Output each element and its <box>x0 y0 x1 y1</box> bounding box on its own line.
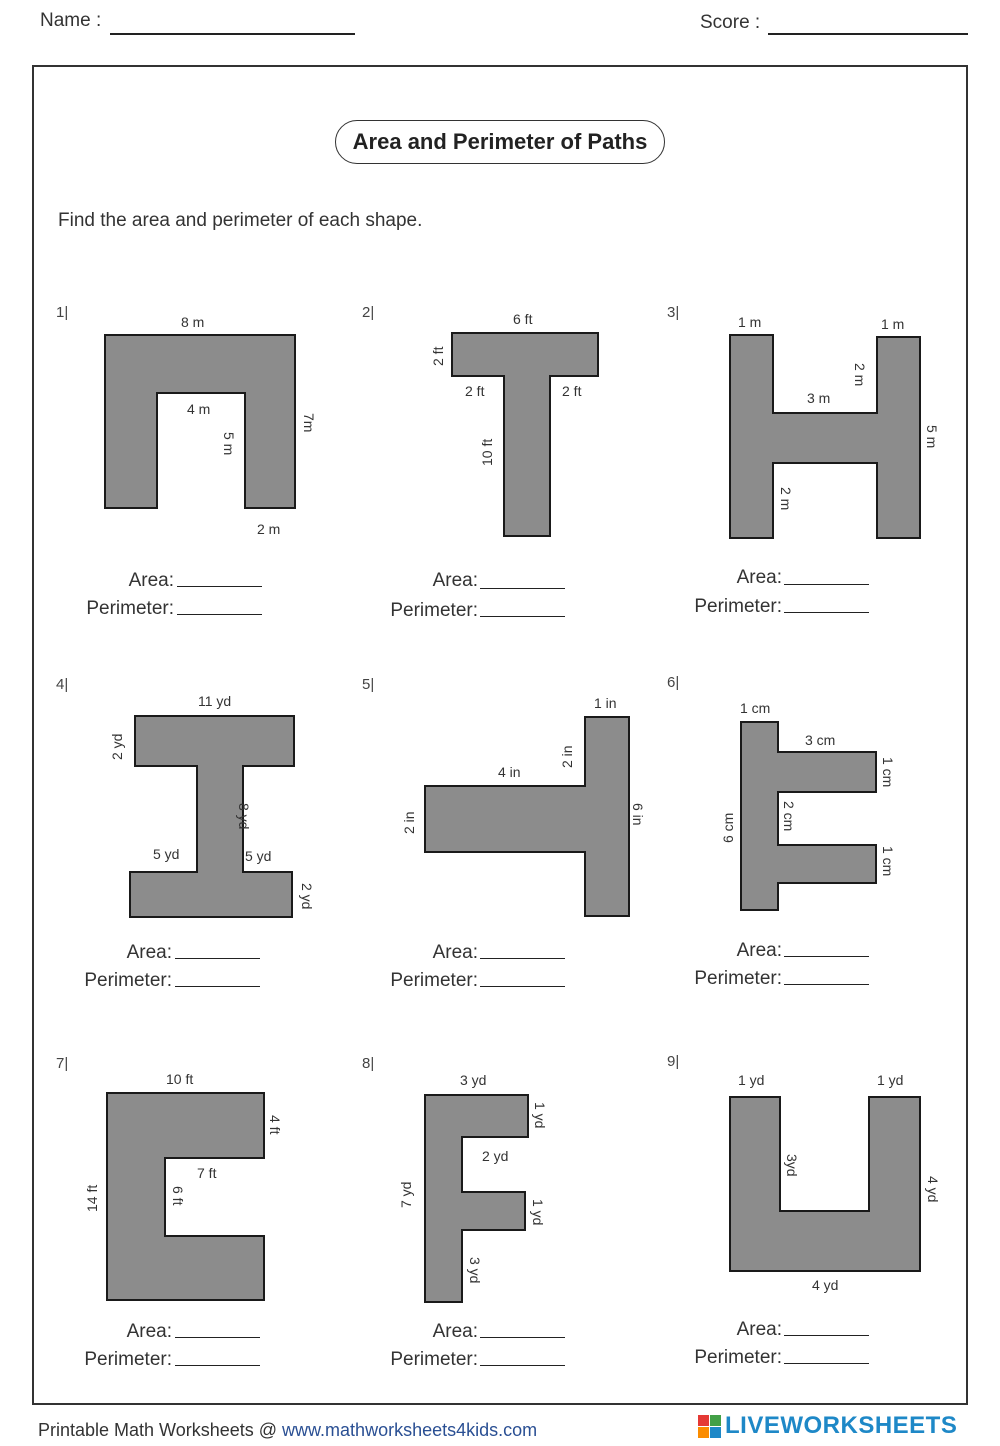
problem-number: 1| <box>56 304 69 321</box>
footer-credit <box>38 1420 537 1441</box>
p3-dim: 3 m <box>807 390 831 406</box>
p4-dim: 11 yd <box>198 693 232 709</box>
area-answer-field[interactable] <box>177 586 262 587</box>
area-label: Area: <box>736 940 782 961</box>
p6-dim: 1 cm <box>880 846 896 877</box>
perimeter-label: Perimeter: <box>390 970 478 991</box>
p9-dim: 1 yd <box>877 1072 904 1088</box>
shape-4 <box>130 716 294 917</box>
area-label: Area: <box>128 570 174 591</box>
area-label: Area: <box>432 570 478 591</box>
p6-dim: 2 cm <box>781 801 797 832</box>
p2-dim: 2 ft <box>430 346 446 366</box>
p1-dim: 4 m <box>187 401 211 417</box>
p4-dim: 5 yd <box>245 848 272 864</box>
perimeter-label: Perimeter: <box>84 1349 172 1370</box>
liveworksheets-logo-icon <box>698 1415 721 1438</box>
p9-dim: 4 yd <box>812 1277 839 1293</box>
p4-dim: 8 yd <box>236 803 252 830</box>
perimeter-answer-field[interactable] <box>480 616 565 617</box>
area-label: Area: <box>432 942 478 963</box>
brand-name: LIVEWORKSHEETS <box>725 1412 958 1439</box>
p8-dim: 1 yd <box>532 1102 548 1129</box>
p7-dim: 10 ft <box>166 1071 194 1087</box>
p5-dim: 2 in <box>401 811 417 834</box>
p5-dim: 2 in <box>559 745 575 768</box>
p3-dim: 1 m <box>881 316 905 332</box>
p3-dim: 2 m <box>778 487 794 511</box>
score-label: Score : <box>700 12 761 33</box>
p8-dim: 1 yd <box>530 1199 546 1226</box>
perimeter-label: Perimeter: <box>390 600 478 621</box>
liveworksheets-brand[interactable] <box>698 1412 957 1440</box>
p4-dim: 2 yd <box>299 883 315 910</box>
footer-prefix: Printable Math Worksheets @ <box>38 1420 283 1440</box>
problem-number: 9| <box>667 1053 680 1070</box>
perimeter-answer-field[interactable] <box>175 1365 260 1366</box>
perimeter-answer-field[interactable] <box>480 986 565 987</box>
perimeter-answer-field[interactable] <box>784 612 869 613</box>
area-label: Area: <box>126 1321 172 1342</box>
problem-number: 5| <box>362 676 375 693</box>
area-answer-field[interactable] <box>784 1335 869 1336</box>
area-answer-field[interactable] <box>784 584 869 585</box>
problem-number: 7| <box>56 1055 69 1072</box>
perimeter-answer-field[interactable] <box>175 986 260 987</box>
shape-2 <box>452 333 598 536</box>
p3-dim: 2 m <box>852 363 868 387</box>
problem-number: 4| <box>56 676 69 693</box>
p7-dim: 6 ft <box>170 1186 186 1206</box>
p6-dim: 3 cm <box>805 732 836 748</box>
p9-dim: 4 yd <box>925 1176 941 1203</box>
shape-3 <box>730 335 920 538</box>
p2-dim: 2 ft <box>465 383 485 399</box>
p4-dim: 2 yd <box>109 733 125 760</box>
instruction-text: Find the area and perimeter of each shape. <box>58 210 423 231</box>
area-answer-field[interactable] <box>480 588 565 589</box>
p5-dim: 4 in <box>498 764 521 780</box>
p5-dim: 1 in <box>594 695 617 711</box>
area-label: Area: <box>432 1321 478 1342</box>
page-title: Area and Perimeter of Paths <box>335 120 665 164</box>
perimeter-label: Perimeter: <box>86 598 174 619</box>
p6-dim: 6 cm <box>720 812 736 843</box>
p7-dim: 14 ft <box>84 1184 100 1212</box>
p8-dim: 7 yd <box>398 1181 414 1208</box>
p2-dim: 6 ft <box>513 311 533 327</box>
p1-dim: 5 m <box>221 432 237 456</box>
perimeter-label: Perimeter: <box>84 970 172 991</box>
p9-dim: 3yd <box>784 1154 800 1177</box>
shape-5 <box>425 717 629 916</box>
problem-number: 2| <box>362 304 375 321</box>
p1-dim: 7m <box>301 413 317 433</box>
area-answer-field[interactable] <box>175 958 260 959</box>
area-answer-field[interactable] <box>175 1337 260 1338</box>
p8-dim: 3 yd <box>460 1072 487 1088</box>
shape-6 <box>741 722 876 910</box>
area-answer-field[interactable] <box>480 1337 565 1338</box>
p8-dim: 3 yd <box>467 1257 483 1284</box>
p8-dim: 2 yd <box>482 1148 509 1164</box>
p6-dim: 1 cm <box>740 700 771 716</box>
name-label: Name : <box>40 10 102 31</box>
p3-dim: 1 m <box>738 314 762 330</box>
perimeter-label: Perimeter: <box>694 1347 782 1368</box>
problem-number: 6| <box>667 674 680 691</box>
area-answer-field[interactable] <box>480 958 565 959</box>
area-label: Area: <box>736 1319 782 1340</box>
p2-dim: 10 ft <box>479 438 495 466</box>
p5-dim: 6 in <box>630 803 646 826</box>
p2-dim: 2 ft <box>562 383 582 399</box>
p1-dim: 8 m <box>181 314 205 330</box>
shape-9 <box>730 1097 920 1271</box>
p4-dim: 5 yd <box>153 846 180 862</box>
perimeter-label: Perimeter: <box>694 968 782 989</box>
area-label: Area: <box>736 567 782 588</box>
p1-dim: 2 m <box>257 521 281 537</box>
p6-dim: 1 cm <box>880 757 896 788</box>
area-answer-field[interactable] <box>784 956 869 957</box>
perimeter-answer-field[interactable] <box>480 1365 565 1366</box>
p7-dim: 7 ft <box>197 1165 217 1181</box>
perimeter-label: Perimeter: <box>694 596 782 617</box>
problem-number: 3| <box>667 304 680 321</box>
p7-dim: 4 ft <box>267 1115 283 1135</box>
perimeter-answer-field[interactable] <box>177 614 262 615</box>
area-label: Area: <box>126 942 172 963</box>
perimeter-label: Perimeter: <box>390 1349 478 1370</box>
problem-number: 8| <box>362 1055 375 1072</box>
footer-url-link[interactable]: www.mathworksheets4kids.com <box>282 1420 538 1440</box>
perimeter-answer-field[interactable] <box>784 984 869 985</box>
perimeter-answer-field[interactable] <box>784 1363 869 1364</box>
shape-1 <box>105 335 295 508</box>
p3-dim: 5 m <box>924 425 940 449</box>
p9-dim: 1 yd <box>738 1072 765 1088</box>
